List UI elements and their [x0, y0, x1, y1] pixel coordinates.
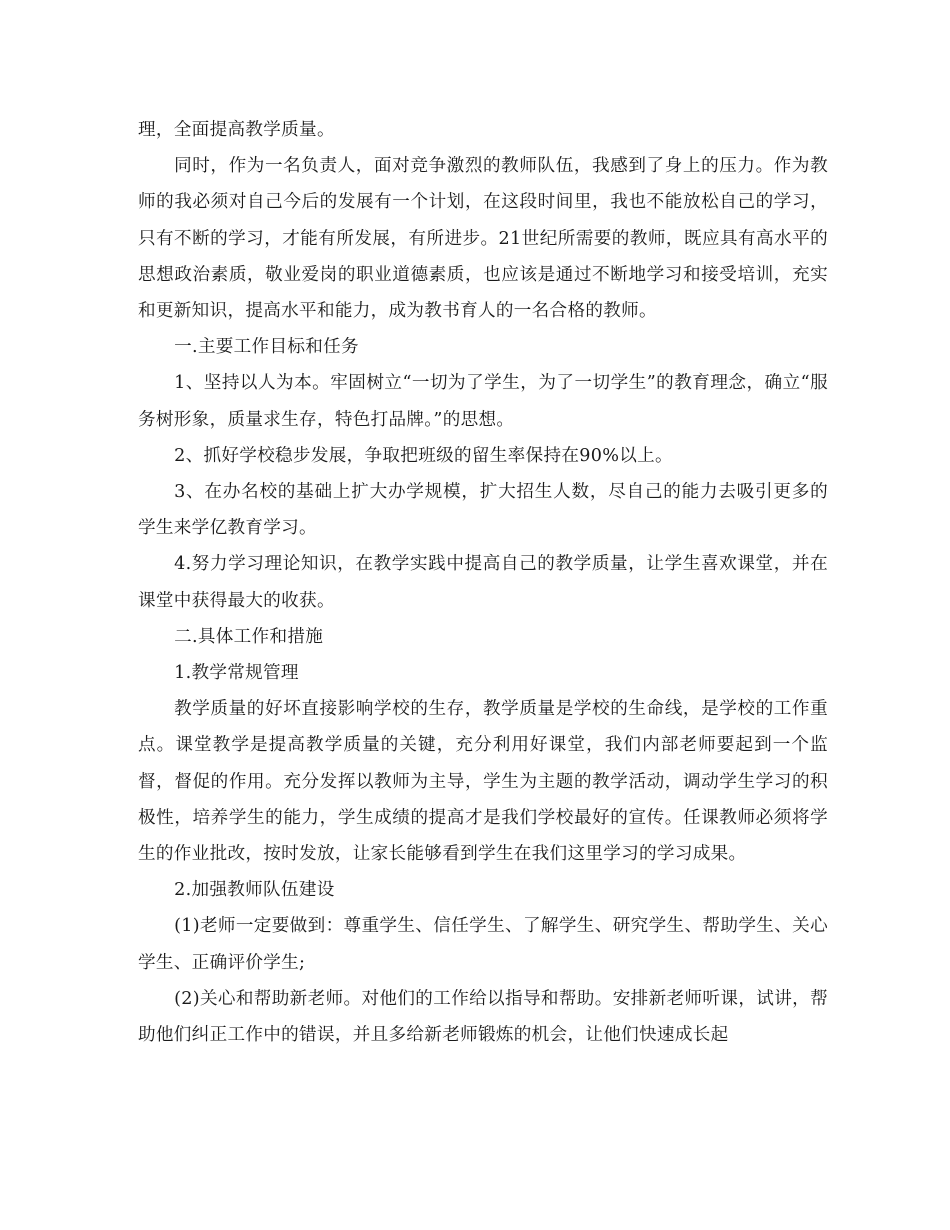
paragraph-pressure: 同时，作为一名负责人，面对竞争激烈的教师队伍，我感到了身上的压力。作为教师的我必须对自己今后的发展有一个计划，在这段时间里，我也不能放松自己的学习，只有不断的学习，才能有所发展，有所进步。21世纪所需要的教师，既应具有高水平的思想政治素质，敬业爱岗的职业道德素质，也应该是通过不断地学习和接受培训，充实和更新知识，提高水平和能力，成为教书育人的一名合格的教师。: [138, 156, 828, 322]
measure-item-1: (1)老师一定要做到：尊重学生、信任学生、了解学生、研究学生、帮助学生、关心学生、正确评价学生;: [138, 916, 828, 973]
section-heading-measures: 二.具体工作和措施: [174, 626, 324, 647]
section-heading-goals: 一.主要工作目标和任务: [174, 337, 359, 358]
document-body: [138, 112, 828, 1053]
goal-item-3: 3、在办名校的基础上扩大办学规模，扩大招生人数，尽自己的能力去吸引更多的学生来学亿教育学习。: [138, 482, 828, 539]
goal-item-4: 4.努力学习理论知识，在教学实践中提高自己的教学质量，让学生喜欢课堂，并在课堂中获得最大的收获。: [138, 554, 828, 611]
subheading-teaching-management: 1.教学常规管理: [174, 663, 299, 684]
subheading-teacher-team: 2.加强教师队伍建设: [174, 880, 335, 901]
measure-item-2: (2)关心和帮助新老师。对他们的工作给以指导和帮助。安排新老师听课，试讲，帮助他们纠正工作中的错误，并且多给新老师锻炼的机会，让他们快速成长起: [138, 988, 828, 1046]
goal-item-1: 1、坚持以人为本。牢固树立“一切为了学生，为了一切学生”的教育理念，确立“服务树形象，质量求生存，特色打品牌。”的思想。: [138, 373, 828, 430]
paragraph-continuation: 理，全面提高教学质量。: [138, 120, 335, 140]
paragraph-teaching-quality: 教学质量的好坏直接影响学校的生存，教学质量是学校的生命线，是学校的工作重点。课堂教学是提高教学质量的关键，充分利用好课堂，我们内部老师要起到一个监督，督促的作用。充分发挥以教师为主导，学生为主题的教学活动，调动学生学习的积极性，培养学生的能力，学生成绩的提高才是我们学校最好的宣传。任课教师必须将学生的作业批改，按时发放，让家长能够看到学生在我们这里学习的学习成果。: [138, 699, 828, 865]
goal-item-2: 2、抓好学校稳步发展，争取把班级的留生率保持在90%以上。: [174, 445, 673, 466]
